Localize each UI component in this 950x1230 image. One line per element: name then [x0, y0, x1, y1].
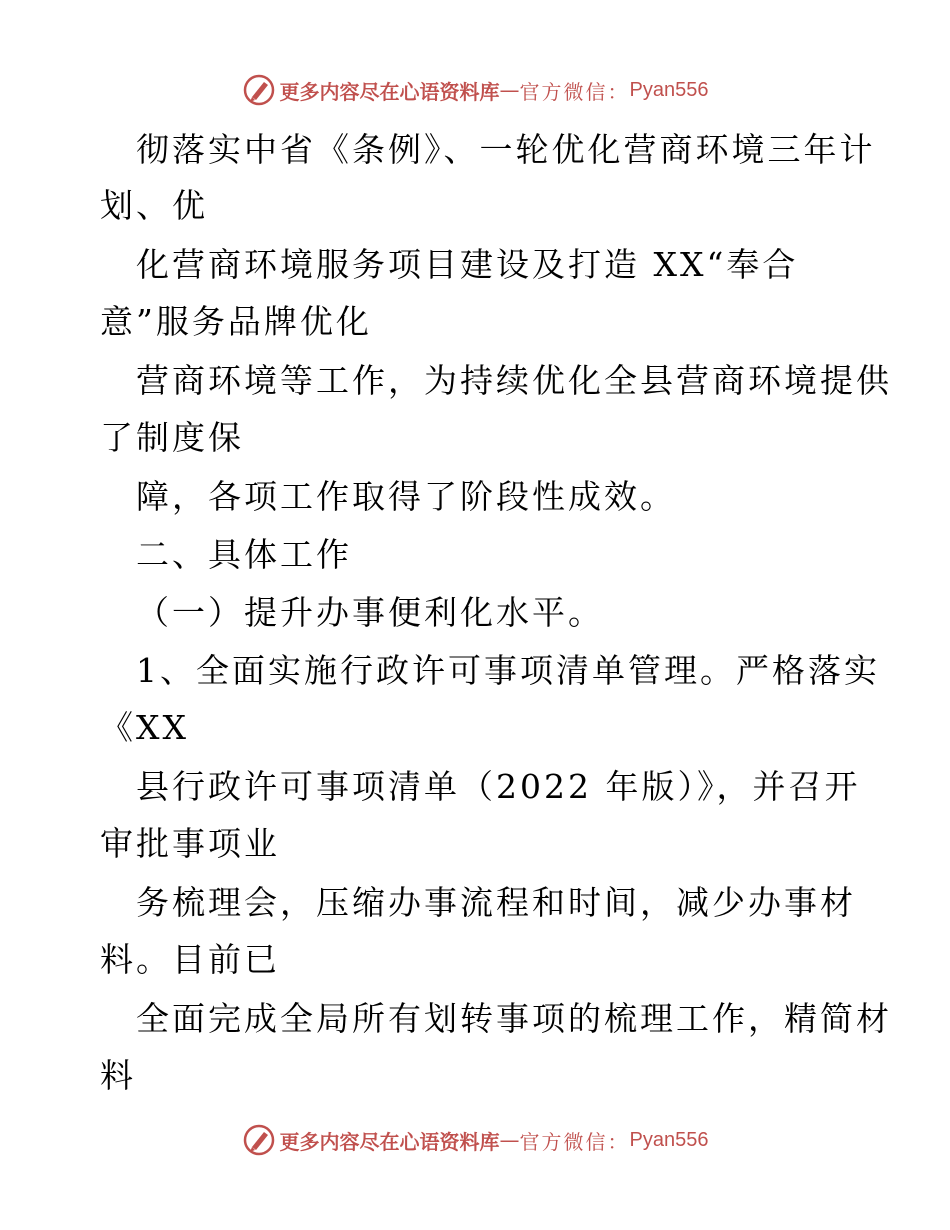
watermark-dash: — [499, 78, 520, 102]
watermark-label: 官方微信： [519, 1129, 630, 1154]
text-line: 《XX [100, 708, 189, 747]
watermark-brand-text: 更多内容尽在心语资料库 [279, 1129, 500, 1154]
pen-logo-icon [242, 73, 276, 107]
text-line: 务梳理会，压缩办事流程和时间，减少办事材 [136, 883, 856, 922]
pen-logo-icon [242, 1123, 276, 1157]
watermark-label: 官方微信： [519, 79, 630, 104]
text-line: 意”服务品牌优化 [100, 302, 372, 341]
text-line: 障，各项工作取得了阶段性成效。 [136, 477, 676, 516]
text-line: 1、全面实施行政许可事项清单管理。严格落实 [136, 651, 880, 690]
watermark-dash: — [499, 1128, 520, 1152]
text-line: 料 [100, 1056, 136, 1095]
section-heading: 二、具体工作 [136, 535, 352, 574]
text-line: 化营商环境服务项目建设及打造 XX“奉合 [136, 245, 799, 284]
watermark-brand-text: 更多内容尽在心语资料库 [279, 79, 500, 104]
text-line: 料。目前已 [100, 940, 280, 979]
subsection-heading: （一）提升办事便利化水平。 [136, 593, 604, 632]
text-line: 审批事项业 [100, 824, 280, 863]
text-line: 彻落实中省《条例》、一轮优化营商环境三年计 [136, 130, 876, 169]
text-line: 了制度保 [100, 418, 244, 457]
text-line: 营商环境等工作，为持续优化全县营商环境提供 [136, 361, 892, 400]
text-line: 县行政许可事项清单（2022 年版）》，并召开 [136, 767, 861, 806]
header-watermark [0, 70, 950, 110]
watermark-wechat-id: Pyan556 [629, 78, 709, 101]
watermark-wechat-id: Pyan556 [629, 1128, 709, 1151]
footer-watermark [0, 1120, 950, 1160]
text-line: 全面完成全局所有划转事项的梳理工作，精简材 [136, 999, 892, 1038]
text-line: 划、优 [100, 186, 208, 225]
